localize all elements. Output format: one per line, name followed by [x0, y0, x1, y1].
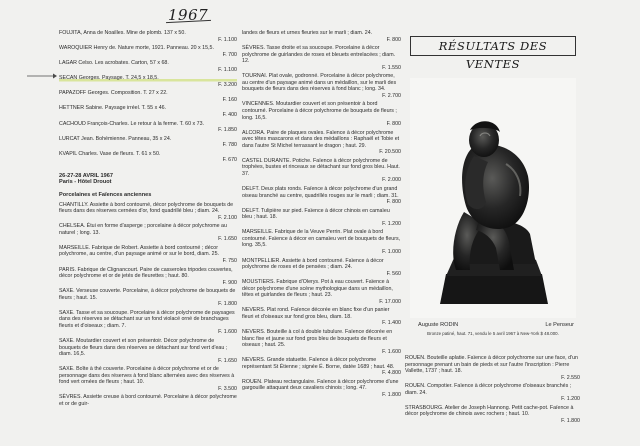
lot-entry — [242, 357, 401, 377]
caption-title: Le Penseur — [545, 322, 574, 328]
lot-text: SAXE. Tasse et sa soucoupe. Porcelaine à décor polychrome de paysages dans des réserves se détachant sur un fond violacé orné de branchages fleuris et d'oiseaux ; diam. 7. — [59, 309, 235, 329]
lot-price: F. 17.000 — [379, 298, 401, 305]
lot-entry — [59, 90, 237, 103]
lot-text: SAXE. Verseuse couverte. Porcelaine, à décor polychrome de bouquets de fleurs ; haut. 15. — [59, 288, 236, 301]
lot-text: SAXE. Boîte à thé couverte. Porcelaine à décor polychrome et or de personnage dans des réserves à fond blanc alternées avec des réserves à fond vert ornées de fleurs ; haut. 10. — [59, 366, 235, 386]
lot-price: F. 1.800 — [218, 301, 237, 308]
lot-text: CHANTILLY. Assiette à bord contourné, décor polychrome de bouquets de fleurs dans des réserves cernées d'or, fond quadrillé bleu ; diam. 24. — [59, 201, 234, 215]
section-heading: Porcelaines et Faïences anciennes — [59, 192, 152, 199]
lot-price: F. 750 — [222, 257, 237, 264]
lot-entry — [242, 229, 401, 255]
lot-entry — [242, 186, 401, 206]
sale-place: Paris - Hôtel Drouot — [59, 179, 112, 186]
lot-text: CACHOUD François-Charles. Le retour à la ferme. T. 60 x 73. — [59, 120, 205, 127]
lot-text: SAXE. Moutardier couvert et son présentoir. Décor polychrome de bouquets de fleurs dans des réserves se détachant sur fond vert d'eau ; diam. 16,5. — [59, 337, 228, 358]
lot-entry — [242, 279, 401, 305]
lot-entry — [59, 366, 237, 392]
lot-entry — [59, 202, 237, 222]
lot-entry — [59, 223, 237, 243]
lot-text: SECAN Georges. Paysage. T. 24,5 x 18,5. — [59, 75, 237, 82]
lot-text: SÈVRES. Tasse droite et sa soucoupe. Porcelaine à décor polychrome de guirlandes de roses et bleuets entrelacées ; diam. 12. — [242, 45, 396, 65]
lot-text: PAPAZOFF Georges. Composition. T. 27 x 22. — [59, 90, 168, 97]
lot-text: MOUSTIERS. Fabrique d'Olerys. Pot à eau couvert. Faïence à décor polychrome d'une scène mythologique dans un médaillon, têtes et guirlandes de fleurs ; haut. 23. — [242, 279, 393, 299]
lot-entry — [242, 130, 401, 156]
lot-text: TOURNAI. Plat ovale, godronné. Porcelaine à décor polychrome, au centre d'un paysage animé dans un médaillon, sur le marli des bouquets de fleurs dans des réserves à fond blanc ; long. 34. — [242, 73, 397, 93]
lot-price: F. 1.100 — [218, 66, 237, 73]
lot-text: ALCORA. Paire de plaques ovales. Faïence à décor polychrome avec têtes mascarons et dans des médaillons : Raphaël et Tobie et dans l'autre St Michel terrassant le dragon ; haut. 29. — [242, 129, 400, 149]
lot-price: F. 800 — [386, 121, 401, 128]
lot-text: NEVERS. Grande statuette. Faïence à décor polychrome représentant St Étienne ; signée É. Borne, datée 1689 ; haut. 48. — [242, 357, 395, 370]
lot-text: CHELSEA. Étui en forme d'asperge ; porcelaine à décor polychrome au naturel ; long. 13. — [59, 223, 227, 236]
lot-text: landes de fleurs et urnes fleuries sur le marli ; diam. 24. — [242, 30, 373, 36]
lot-price: F. 1.550 — [382, 64, 401, 71]
lot-text: PARIS. Fabrique de Clignancourt. Paire de casseroles tripodes couvertes, décor polychrome et or de jetés de fleurettes ; haut. 80. — [59, 266, 233, 280]
lot-price: F. 670 — [222, 157, 237, 164]
lot-entry — [242, 329, 401, 355]
lot-price: F. 160 — [222, 96, 237, 103]
lot-price: F. 1.650 — [218, 236, 237, 243]
lot-text: LURCAT Jean. Bohémienne. Panneau, 35 x 24. — [59, 135, 172, 142]
lot-entry-highlighted — [59, 75, 237, 88]
lot-price: F. 800 — [386, 36, 401, 43]
lot-text: ROUEN. Bouteille aplatie. Faïence à décor polychrome sur une face, d'un personnage prenant un bain de pieds et sur l'autre l'inscription : Pierre Vallette, 1737 ; haut. 18. — [405, 355, 578, 375]
lot-entry — [242, 30, 401, 43]
lot-price: F. 2.100 — [218, 214, 237, 221]
lot-price: F. 1.650 — [218, 357, 237, 364]
lot-text: NEVERS. Bouteille à col à double tubulure. Faïence décorée en blanc fixe et jaune sur fond gros bleu de bouquets de fleurs et oiseaux ; haut. 25. — [242, 328, 393, 349]
lot-entry — [242, 379, 401, 399]
lot-entry — [405, 355, 580, 381]
lot-text: CASTEL DURANTE. Potiche. Faïence à décor polychrome de trophées, bustes et rinceaux se détachant sur fond gros bleu. Haut. 37. — [242, 157, 400, 177]
arrow-pointer-icon — [26, 72, 58, 80]
lot-text: HETTNER Sabine. Paysage irréel. T. 55 x 46. — [59, 105, 167, 112]
spacer — [59, 166, 237, 173]
sale-date: 26-27-28 AVRIL 1967 — [59, 172, 114, 179]
lot-entry — [242, 258, 401, 278]
lot-text: ROUEN. Compotier. Faïence à décor polychrome d'oiseaux branchés ; diam. 24. — [405, 383, 572, 396]
lot-entry — [59, 60, 237, 73]
lot-price: F. 2.000 — [382, 177, 401, 184]
lot-price: F. 4.800 — [382, 370, 401, 377]
lot-entry — [405, 383, 580, 403]
lot-entry — [59, 45, 237, 58]
lot-price: F. 1.400 — [382, 320, 401, 327]
lot-entry — [405, 405, 580, 425]
lot-price: F. 3.200 — [218, 81, 237, 88]
lot-price: F. 1.800 — [382, 391, 401, 398]
lot-price: F. 1.200 — [382, 220, 401, 227]
lot-entry — [59, 30, 237, 43]
lot-text: MARSEILLE. Fabrique de Robert. Assiette à bord contourné ; décor polychrome, au centre, d'un paysage animé or sur le bord, diam. 25. — [59, 244, 220, 258]
lot-entry — [242, 73, 401, 99]
lot-entry — [242, 101, 401, 127]
results-header: RÉSULTATS DES VENTES — [410, 36, 576, 56]
lot-price: F. 800 — [386, 199, 401, 206]
lot-text: KVAPIL Charles. Vase de fleurs. T. 61 x 50. — [59, 150, 161, 157]
lot-text: LAGAR Celso. Les acrobates. Carton, 57 x 68. — [59, 60, 169, 67]
sculpture-photo — [410, 78, 576, 318]
lot-entry — [59, 267, 237, 287]
caption-detail: Bronze patiné, haut. 71, vendu le 5 avril 1967 à New-York $ 48.000. — [427, 331, 559, 336]
lot-price: F. 1.100 — [218, 36, 237, 43]
lot-price: F. 1.200 — [561, 396, 580, 403]
lot-entry — [59, 394, 237, 407]
lot-price: F. 20.500 — [379, 149, 401, 156]
lot-price: F. 780 — [222, 142, 237, 149]
lot-entry — [59, 121, 237, 134]
caption-artist: Auguste RODIN — [418, 322, 459, 328]
lot-entry — [59, 310, 237, 336]
lot-text: MONTPELLIER. Assiette à bord contourné. Faïence à décor polychrome de roses et de pensées ; diam. 24. — [242, 257, 384, 271]
handwritten-annotation: 1967 — [168, 6, 209, 24]
lot-price: F. 900 — [222, 279, 237, 286]
lot-text: STRASBOURG. Atelier de Joseph Hannong. Petit cache-pot. Faïence à décor polychrome de chinois avec rochers ; haut. 10. — [405, 404, 574, 418]
lot-entry — [59, 338, 237, 364]
lot-entry — [242, 208, 401, 228]
lot-text: DELFT. Tulipière sur pied. Faïence à décor chinois en camaïeu bleu ; haut. 18. — [242, 207, 390, 221]
lot-price: F. 2.550 — [561, 374, 580, 381]
lot-text: NEVERS. Plat rond. Faïence décorée en blanc fixe d'un panier fleuri et d'oiseaux sur fond gros bleu, diam. 18. — [242, 307, 390, 320]
column-left — [59, 30, 237, 409]
lot-price: F. 2.700 — [382, 92, 401, 99]
right-lot-list — [405, 355, 580, 426]
lot-price: F. 1.600 — [218, 329, 237, 336]
lot-entry — [242, 307, 401, 327]
lot-entry — [242, 158, 401, 184]
lot-entry — [59, 245, 237, 265]
lot-text: SÈVRES. Assiette creuse à bord contourné. Porcelaine à décor polychrome et or de guir- — [59, 394, 237, 407]
lot-price: F. 560 — [386, 270, 401, 277]
lot-text: ROUEN. Plateau rectangulaire. Faïence à décor polychrome d'une gargouille attaquant deux cavaliers chinois ; long. 47. — [242, 378, 399, 392]
lot-text: DELFT. Deux plats ronds. Faïence à décor polychrome d'un grand oiseau branché au centre, quadrillés rouges sur le marli ; diam. 31. — [242, 186, 399, 199]
lot-price: F. 3.500 — [218, 385, 237, 392]
column-middle — [242, 30, 401, 400]
lot-entry — [59, 288, 237, 308]
lot-entry — [59, 105, 237, 118]
thinker-sculpture-image — [410, 78, 576, 318]
lot-entry — [242, 45, 401, 71]
lot-text: FOUJITA, Anna de Noailles. Mine de plomb. 137 x 50. — [59, 30, 186, 36]
lot-text: VINCENNES. Moutardier couvert et son présentoir à bord contourné. Porcelaine à décor polychrome de bouquets de fleurs ; long. 16,5. — [242, 101, 397, 121]
lot-price: F. 700 — [222, 51, 237, 58]
lot-entry — [59, 136, 237, 149]
lot-price: F. 1.600 — [382, 348, 401, 355]
lot-entry — [59, 151, 237, 164]
lot-price: F. 400 — [222, 112, 237, 119]
lot-text: MARSEILLE. Fabrique de la Veuve Perrin. Plat ovale à bord contourné. Faïence à décor en camaïeu vert de bouquets de fleurs, long. 35,5. — [242, 229, 401, 249]
lot-text: WAROQUIER Henry de. Nature morte, 1921. Panneau. 20 x 15,5. — [59, 45, 214, 52]
lot-price: F. 1.800 — [561, 417, 580, 424]
lot-price: F. 1.850 — [218, 127, 237, 134]
lot-price: F. 1.000 — [382, 248, 401, 255]
